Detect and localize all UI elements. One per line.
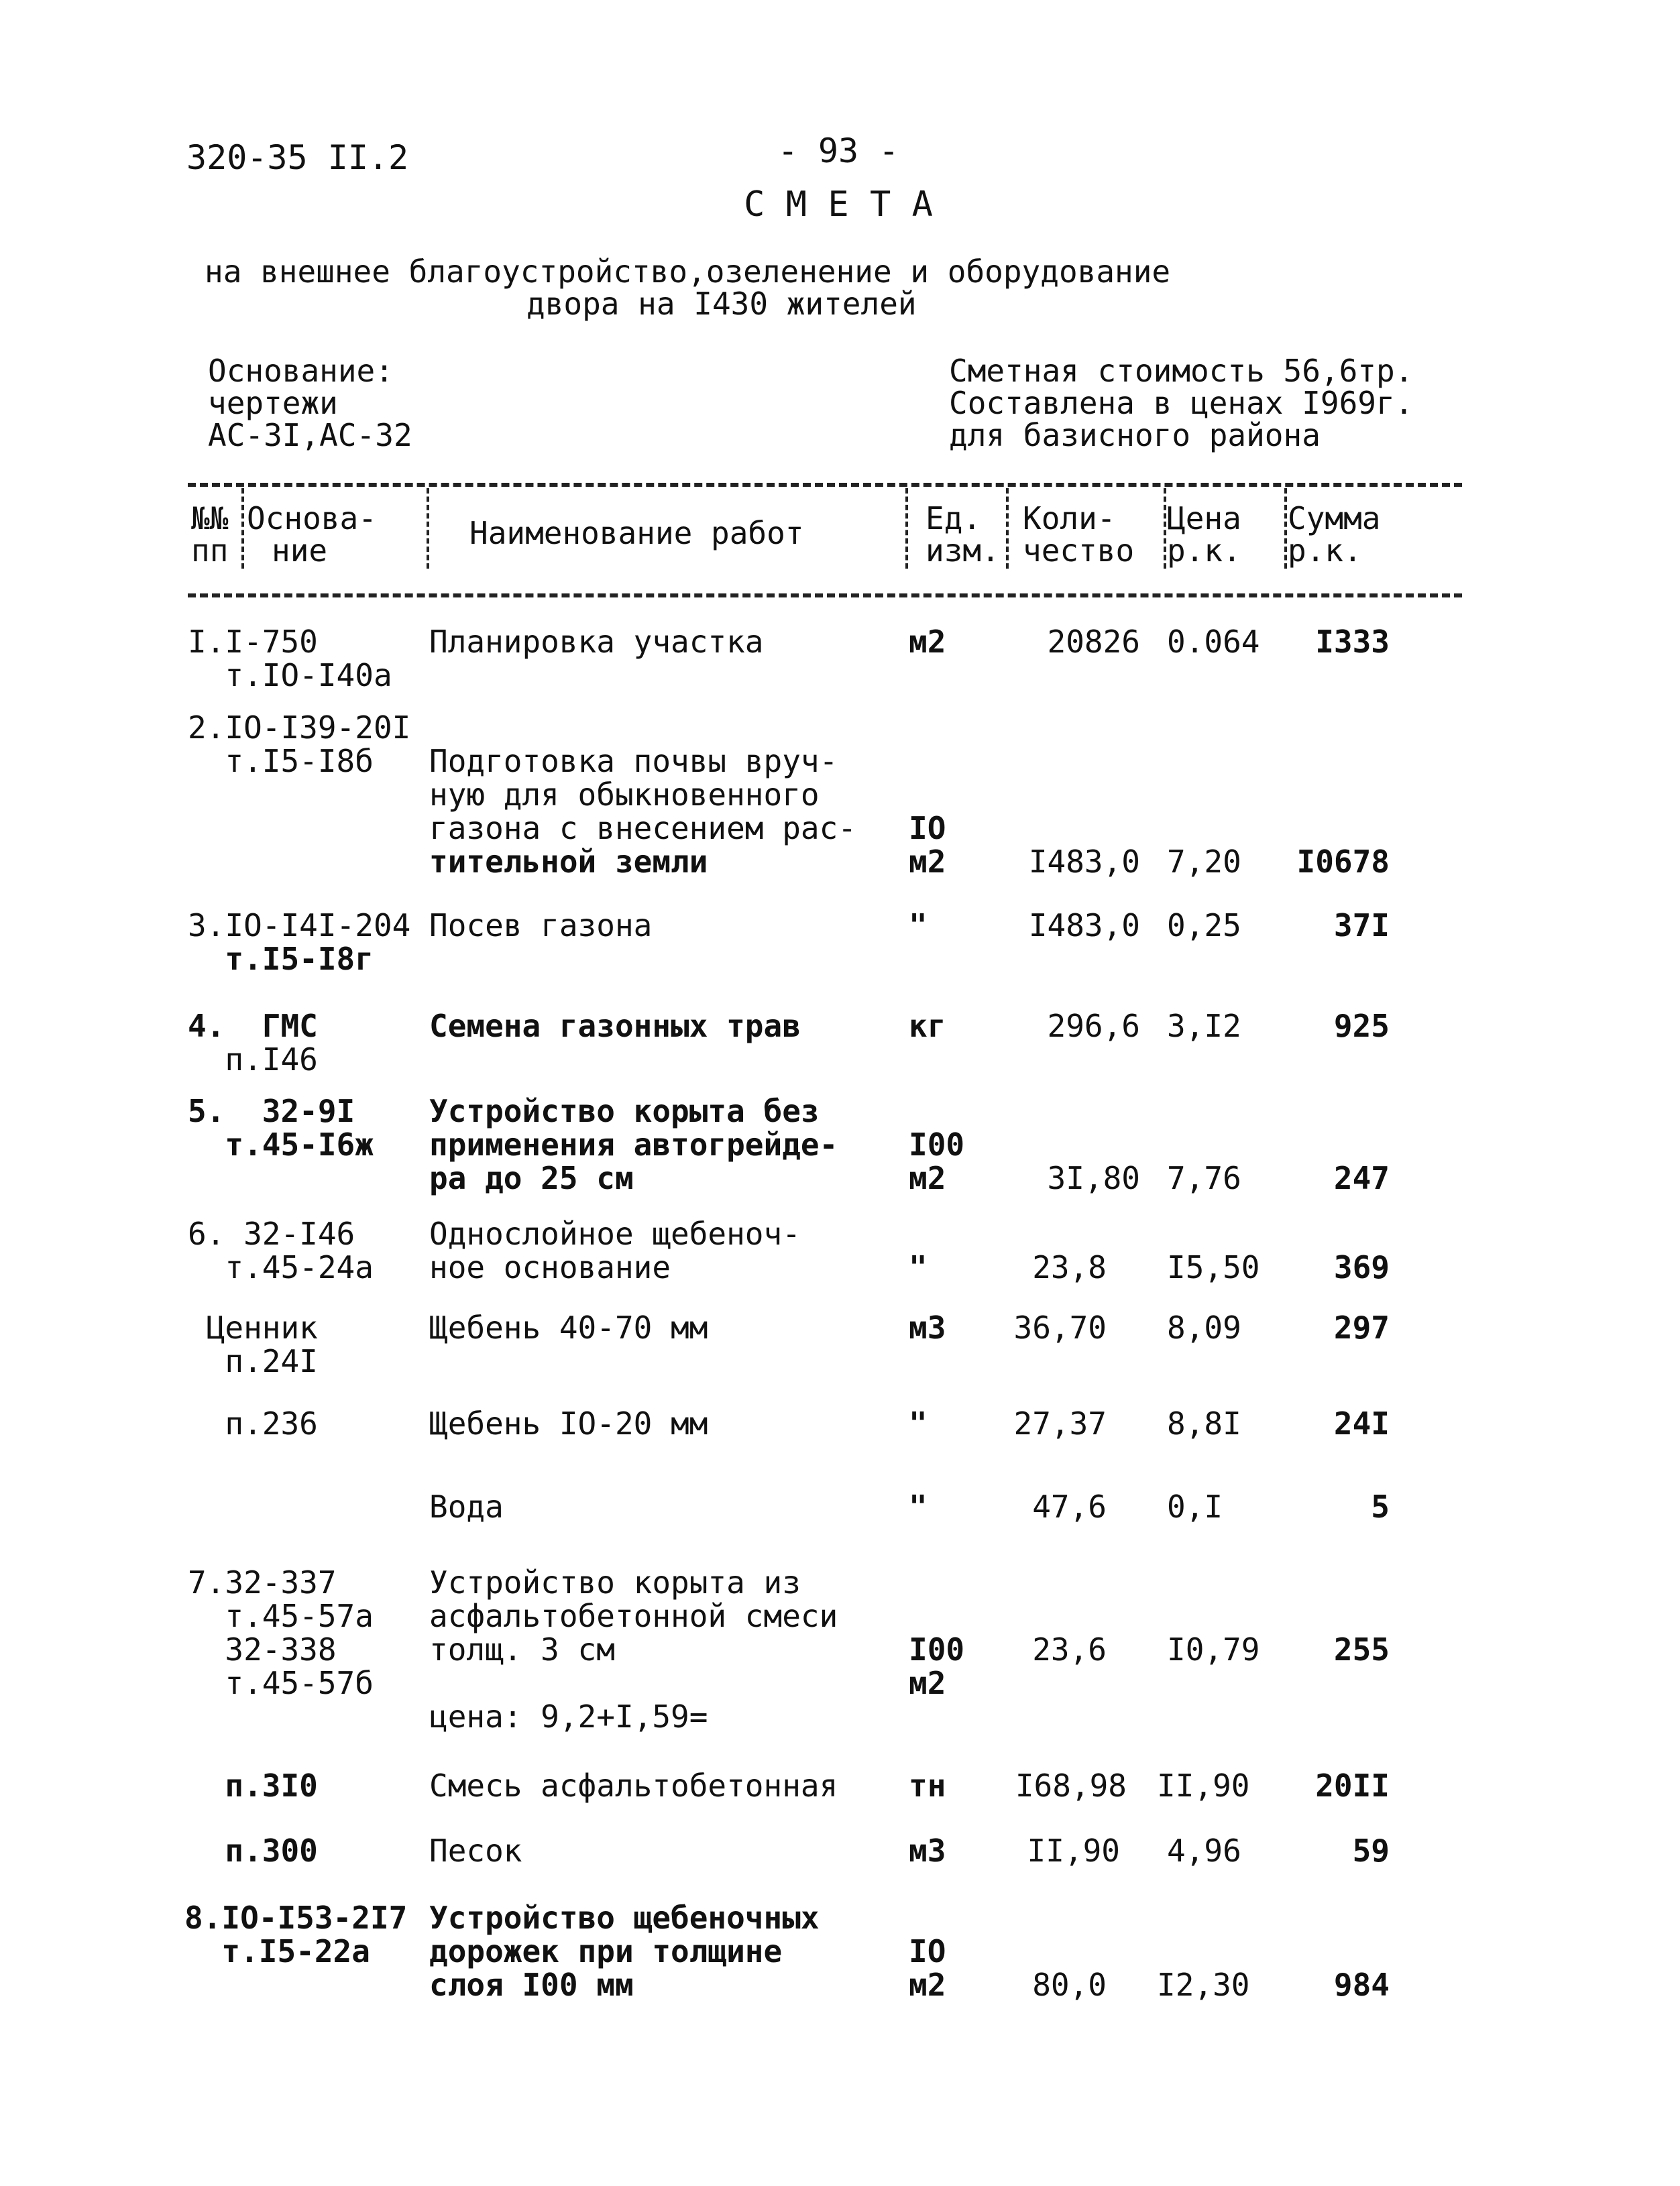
col-sum-header-2: р.к. (1288, 532, 1362, 569)
row-price: I5,50 (1167, 1249, 1260, 1285)
row-quantity: 36,70 (1013, 1310, 1107, 1346)
row-work-name: Устройство корыта без применения автогрейде- ра до 25 см (429, 1093, 838, 1196)
row-ref: I.I-750 т.IO-I40а (188, 624, 392, 693)
row-price: 7,76 (1167, 1160, 1241, 1196)
basis-line-1: Основание: (208, 353, 394, 389)
row-work-name: Смесь асфальтобетонная (429, 1768, 838, 1804)
row-sum: 247 (1333, 1160, 1390, 1196)
row-ref: п.236 (188, 1405, 318, 1442)
row-price: 7,20 (1167, 844, 1241, 880)
column-separator (1164, 488, 1166, 569)
row-quantity: 23,6 (1032, 1631, 1107, 1668)
table-header-top-rule (188, 483, 1462, 487)
row-ref: 8.IO-I53-2I7 т.I5-22а (184, 1900, 408, 1969)
basis-line-2: чертежи (208, 385, 338, 421)
cost-line-3: для базисного района (949, 417, 1321, 453)
col-basis-header: Основа- (247, 500, 377, 536)
row-sum: 20II (1315, 1768, 1390, 1804)
row-quantity: 20826 (1047, 624, 1140, 660)
document-code: 320-35 II.2 (186, 138, 409, 177)
row-sum: 925 (1333, 1008, 1390, 1044)
row-price: 8,8I (1167, 1405, 1241, 1442)
col-basis-header-2: ние (272, 532, 328, 569)
row-price: I2,30 (1157, 1967, 1250, 2003)
row-unit: " (909, 907, 928, 943)
row-sum: 297 (1333, 1310, 1390, 1346)
cost-line-2: Составлена в ценах I969г. (949, 385, 1414, 421)
row-work-name: Щебень IO-20 мм (429, 1405, 708, 1442)
subtitle-line-1: на внешнее благоустройство,озеленение и оборудование (205, 253, 1171, 290)
row-work-name: Планировка участка (429, 624, 764, 660)
row-ref: 4. ГМС п.I46 (188, 1008, 318, 1078)
col-num-header-2: пп (191, 532, 229, 569)
column-separator (241, 488, 244, 569)
row-quantity: I483,0 (1028, 844, 1140, 880)
column-separator (427, 488, 429, 569)
cost-line-1: Сметная стоимость 56,6тр. (949, 353, 1414, 389)
row-work-name: Однослойное щебеноч- ное основание (429, 1216, 801, 1285)
row-unit: " (909, 1489, 928, 1525)
row-unit: м3 (909, 1833, 946, 1869)
row-sum: 37I (1333, 907, 1390, 943)
col-unit-header-2: изм. (926, 532, 1000, 569)
row-ref: 5. 32-9I т.45-I6ж (188, 1093, 374, 1163)
row-price: 8,09 (1167, 1310, 1241, 1346)
row-unit: " (909, 1405, 928, 1442)
row-quantity: 47,6 (1032, 1489, 1107, 1525)
row-quantity: 3I,80 (1047, 1160, 1140, 1196)
basis-line-3: АС-3I,АС-32 (208, 417, 412, 453)
row-unit: м2 (909, 624, 946, 660)
col-price-header: Цена (1167, 500, 1241, 536)
col-price-header-2: р.к. (1167, 532, 1241, 569)
row-unit: IO м2 (909, 810, 946, 880)
column-separator (1006, 488, 1009, 569)
row-sum: 255 (1333, 1631, 1390, 1668)
row-sum: 984 (1333, 1967, 1390, 2003)
row-sum: 369 (1333, 1249, 1390, 1285)
row-ref: 7.32-337 т.45-57а 32-338 т.45-57б (188, 1564, 374, 1701)
row-ref: Ценник п.24I (188, 1310, 318, 1379)
col-qty-header-2: чество (1023, 532, 1135, 569)
row-ref: 3.IO-I4I-204 т.I5-I8г (188, 907, 411, 977)
row-work-name: Устройство щебеночных дорожек при толщине слоя I00 мм (429, 1900, 820, 2003)
row-work-name: Подготовка почвы вруч- ную для обыкновенного газона с внесением рас- тительной земли (429, 743, 856, 880)
row-unit: " (909, 1249, 928, 1285)
row-unit: IO м2 (909, 1933, 946, 2003)
row-ref: п.300 (188, 1833, 318, 1869)
row-quantity: I68,98 (1015, 1768, 1127, 1804)
row-work-name: Посев газона (429, 907, 653, 943)
row-work-name: Песок (429, 1833, 522, 1869)
row-price: I0,79 (1167, 1631, 1260, 1668)
col-sum-header: Сумма (1288, 500, 1381, 536)
row-work-name: Семена газонных трав (429, 1008, 801, 1044)
row-quantity: II,90 (1027, 1833, 1120, 1869)
row-sum: 5 (1371, 1489, 1390, 1525)
page-title: С М Е Т А (744, 184, 933, 225)
row-sum: I333 (1315, 624, 1390, 660)
row-work-name: Устройство корыта из асфальтобетонной смеси толщ. 3 см (429, 1564, 838, 1668)
col-unit-header: Ед. (926, 500, 982, 536)
row-price: II,90 (1157, 1768, 1250, 1804)
row-unit: I00 м2 (909, 1631, 965, 1701)
row-sum: 59 (1352, 1833, 1390, 1869)
row-price: 3,I2 (1167, 1008, 1241, 1044)
row-work-name: Вода (429, 1489, 504, 1525)
row-ref: п.3I0 (188, 1768, 318, 1804)
row-unit: тн (909, 1768, 946, 1804)
row-price: 4,96 (1167, 1833, 1241, 1869)
row-quantity: 296,6 (1047, 1008, 1140, 1044)
subtitle-line-2: двора на I430 жителей (526, 286, 917, 322)
row-sum: I0678 (1296, 844, 1390, 880)
row-ref: 2.IO-I39-20I т.I5-I8б (188, 709, 411, 779)
column-separator (905, 488, 908, 569)
row-unit: м3 (909, 1310, 946, 1346)
col-qty-header: Коли- (1023, 500, 1116, 536)
row-ref: 6. 32-I46 т.45-24а (188, 1216, 374, 1285)
table-header-bottom-rule (188, 593, 1462, 597)
row-price: 0,25 (1167, 907, 1241, 943)
row-sum: 24I (1333, 1405, 1390, 1442)
column-separator (1284, 488, 1287, 569)
page-number: - 93 - (777, 131, 899, 170)
col-name-header: Наименование работ (469, 515, 804, 551)
price-note: цена: 9,2+I,59= (429, 1699, 708, 1735)
row-quantity: 27,37 (1013, 1405, 1107, 1442)
row-price: 0.064 (1167, 624, 1260, 660)
col-num-header: №№ (191, 500, 229, 536)
row-quantity: 23,8 (1032, 1249, 1107, 1285)
row-quantity: 80,0 (1032, 1967, 1107, 2003)
row-quantity: I483,0 (1028, 907, 1140, 943)
row-unit: кг (909, 1008, 946, 1044)
row-unit: I00 м2 (909, 1127, 965, 1196)
row-price: 0,I (1167, 1489, 1223, 1525)
row-work-name: Щебень 40-70 мм (429, 1310, 708, 1346)
